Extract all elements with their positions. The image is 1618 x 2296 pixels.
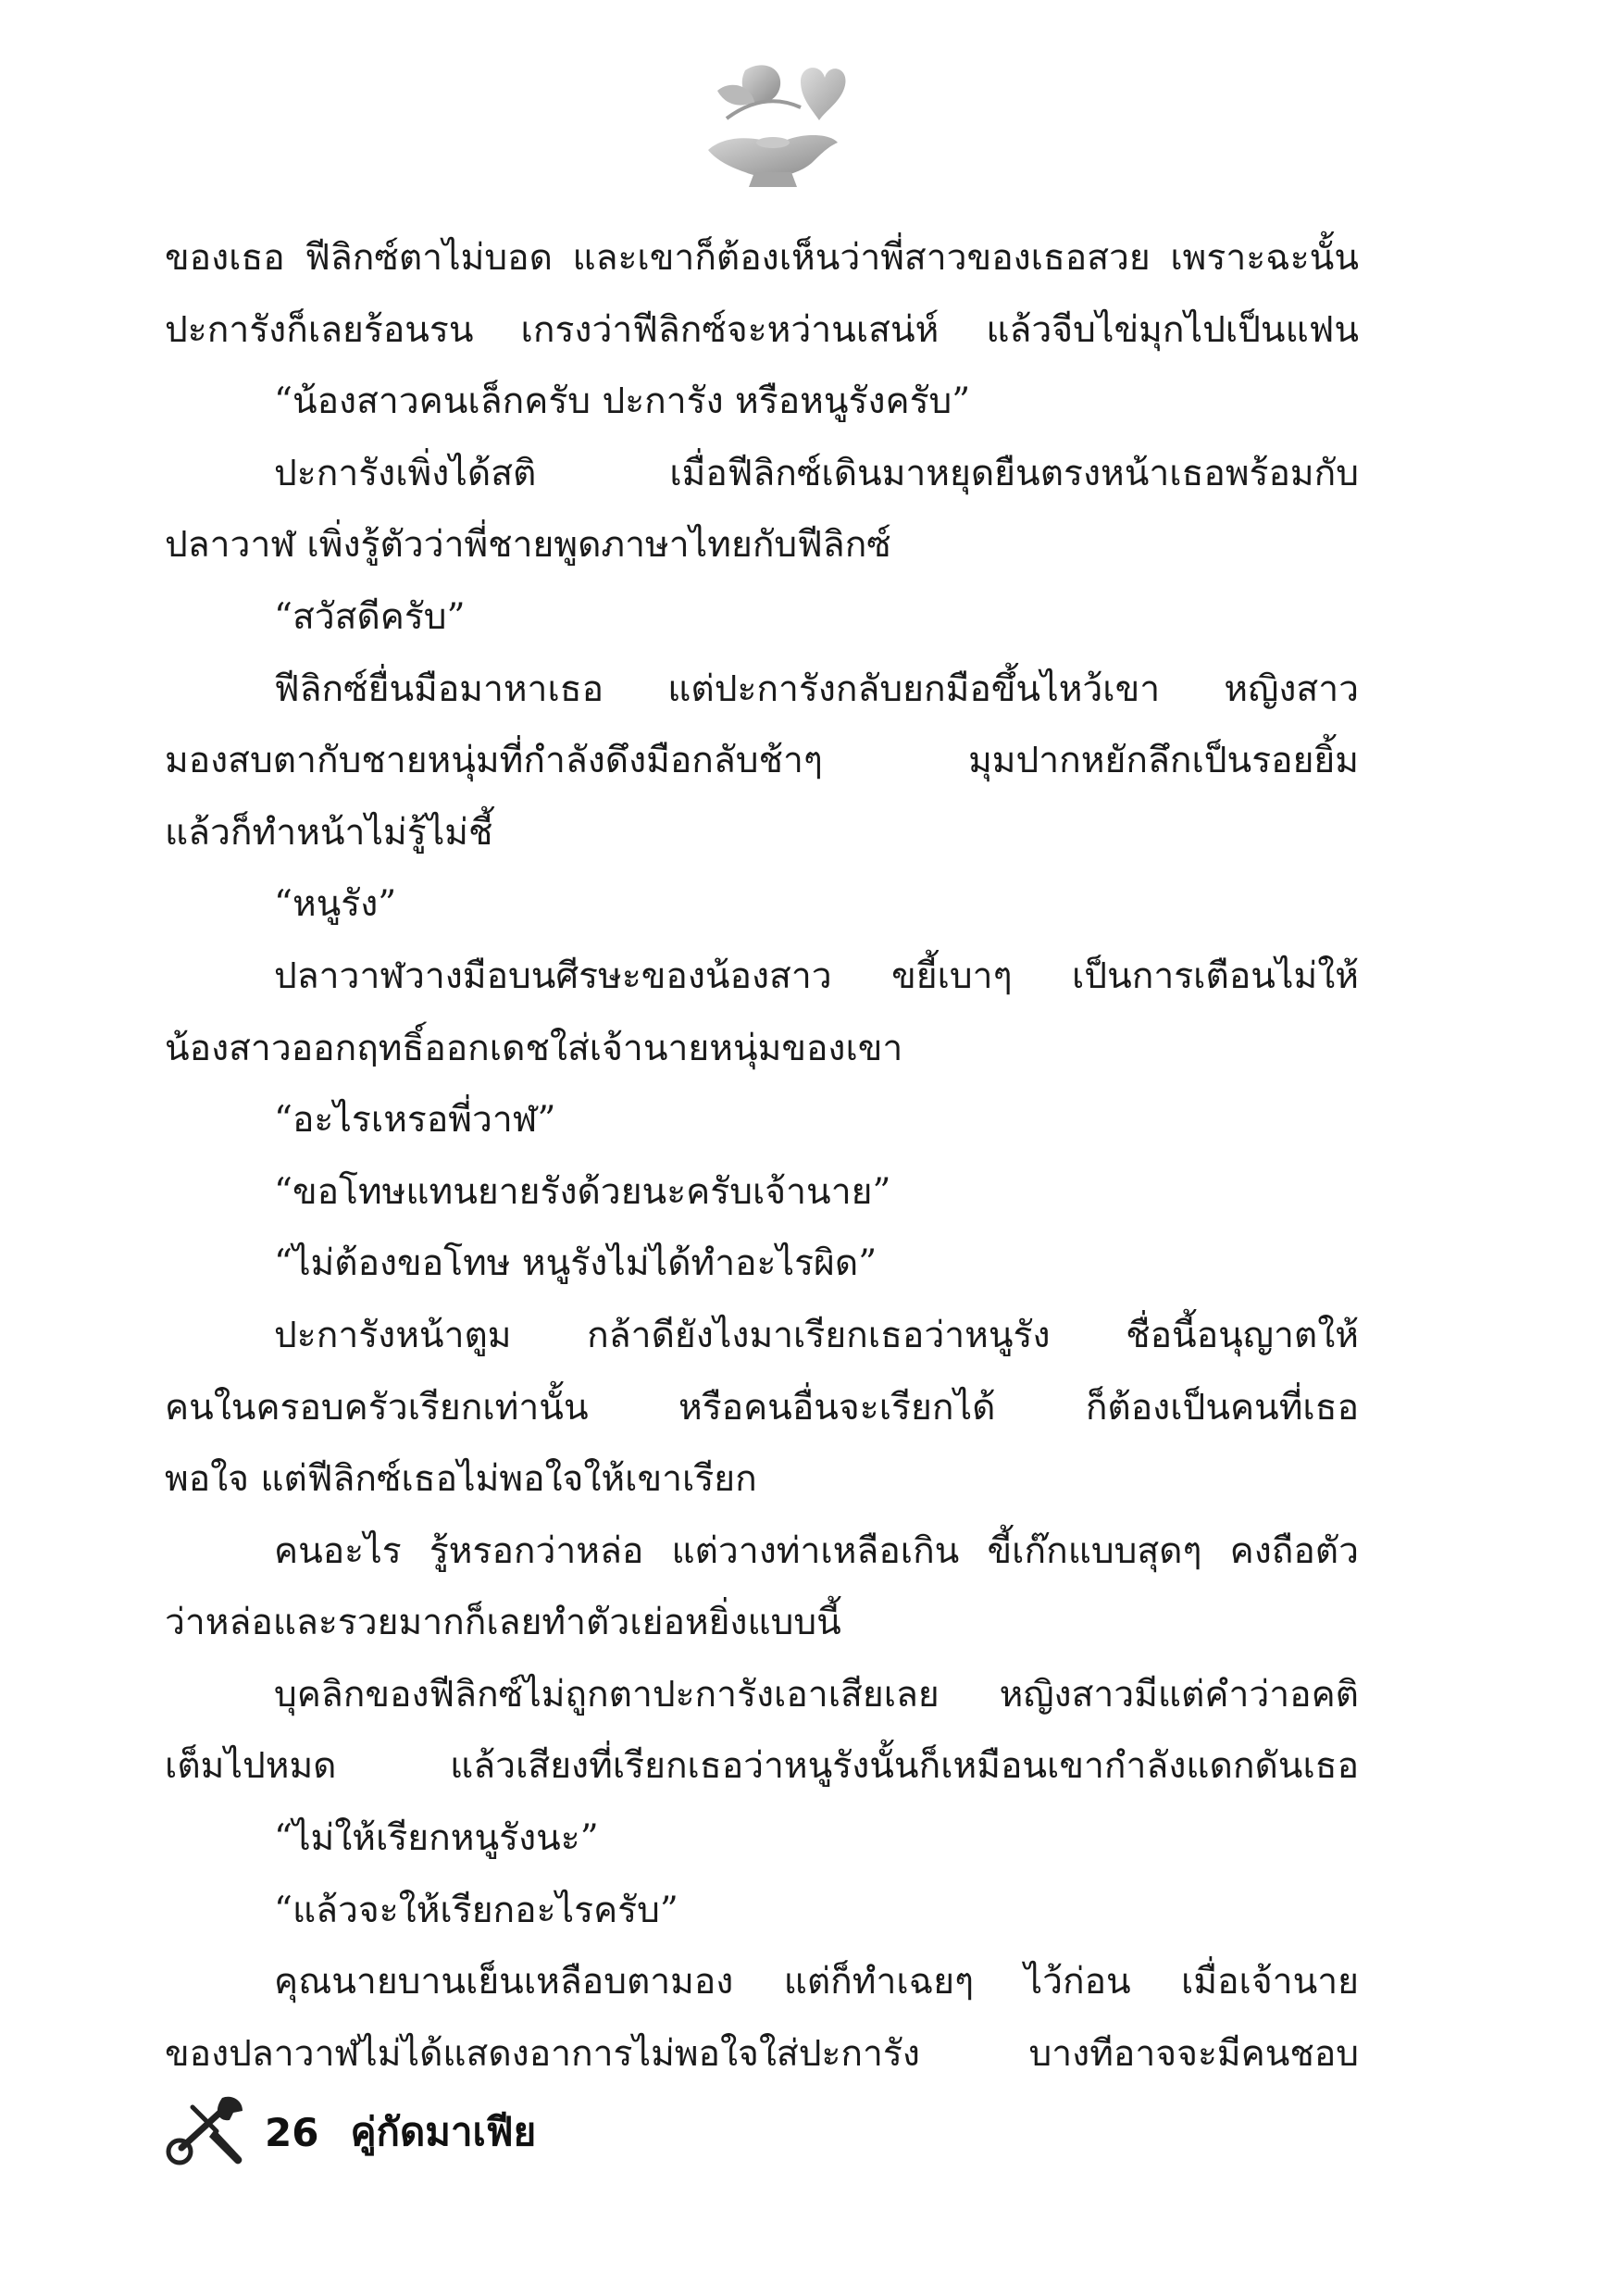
text-line: พอใจ แต่ฟีลิกซ์เธอไม่พอใจให้เขาเรียก [165,1458,757,1501]
text-line: บุคลิกของฟีลิกซ์ไม่ถูกตาปะการังเอาเสียเลย หญิงสาวมีแต่คำว่าอคติ [274,1673,1359,1716]
text-line: “สวัสดีครับ” [274,595,466,638]
text-line: แล้วก็ทำหน้าไม่รู้ไม่ชี้ [165,811,493,854]
text-line: ปะการังก็เลยร้อนรน เกรงว่าฟีลิกซ์จะหว่านเสน่ห์ แล้วจีบไข่มุกไปเป็นแฟน [165,308,1359,351]
wrench-screwdriver-icon [165,2090,257,2174]
text-line: มองสบตากับชายหนุ่มที่กำลังดึงมือกลับช้าๆ มุมปากหยักลึกเป็นรอยยิ้ม [165,740,1359,782]
text-line: เต็มไปหมด แล้วเสียงที่เรียกเธอว่าหนูรังนั้นก็เหมือนเขากำลังแดกดันเธอ [165,1745,1359,1788]
text-line: ปะการังเพิ่งได้สติ เมื่อฟีลิกซ์เดินมาหยุดยืนตรงหน้าเธอพร้อมกับ [274,452,1359,494]
cupid-teapot-ornament-icon [690,54,856,193]
text-line: “แล้วจะให้เรียกอะไรครับ” [274,1889,678,1931]
text-line: คนอะไร รู้หรอกว่าหล่อ แต่วางท่าเหลือเกิน ขี้เก๊กแบบสุดๆ คงถือตัว [274,1529,1359,1572]
text-line: น้องสาวออกฤทธิ์ออกเดชใส่เจ้านายหนุ่มของเขา [165,1027,903,1069]
book-title: คู่กัดมาเฟีย [350,2109,537,2154]
text-line: “อะไรเหรอพี่วาฬ” [274,1099,556,1142]
text-line: ว่าหล่อและรวยมากก็เลยทำตัวเย่อหยิ่งแบบนี้ [165,1602,841,1644]
text-line: “ไม่ให้เรียกหนูรังนะ” [274,1817,599,1860]
text-line: ฟีลิกซ์ยื่นมือมาหาเธอ แต่ปะการังกลับยกมือขึ้นไหว้เขา หญิงสาว [274,668,1359,710]
text-line: ของเธอ ฟีลิกซ์ตาไม่บอด และเขาก็ต้องเห็นว่าพี่สาวของเธอสวย เพราะฉะนั้น [165,237,1359,279]
page-footer [165,2090,536,2174]
page-number: 26 [265,2109,319,2155]
text-line: คุณนายบานเย็นเหลือบตามอง แต่ก็ทำเฉยๆ ไว้ก่อน เมื่อเจ้านาย [274,1961,1359,2003]
body-text [165,222,1359,2090]
text-line: “น้องสาวคนเล็กครับ ปะการัง หรือหนูรังครับ” [274,381,971,423]
text-line: ของปลาวาฬไม่ได้แสดงอาการไม่พอใจใส่ปะการัง บางทีอาจจะมีคนชอบ [165,2032,1359,2075]
text-line: ปะการังหน้าตูม กล้าดียังไงมาเรียกเธอว่าหนูรัง ชื่อนี้อนุญาตให้ [274,1314,1359,1356]
text-line: คนในครอบครัวเรียกเท่านั้น หรือคนอื่นจะเรียกได้ ก็ต้องเป็นคนที่เธอ [165,1386,1359,1429]
text-line: ปลาวาฬ เพิ่งรู้ตัวว่าพี่ชายพูดภาษาไทยกับฟีลิกซ์ [165,524,891,567]
text-line: “หนูรัง” [274,883,397,926]
text-line: “ไม่ต้องขอโทษ หนูรังไม่ได้ทำอะไรผิด” [274,1242,877,1285]
text-line: ปลาวาฬวางมือบนศีรษะของน้องสาว ขยี้เบาๆ เป็นการเตือนไม่ให้ [274,955,1359,997]
text-line: “ขอโทษแทนยายรังด้วยนะครับเจ้านาย” [274,1170,891,1213]
